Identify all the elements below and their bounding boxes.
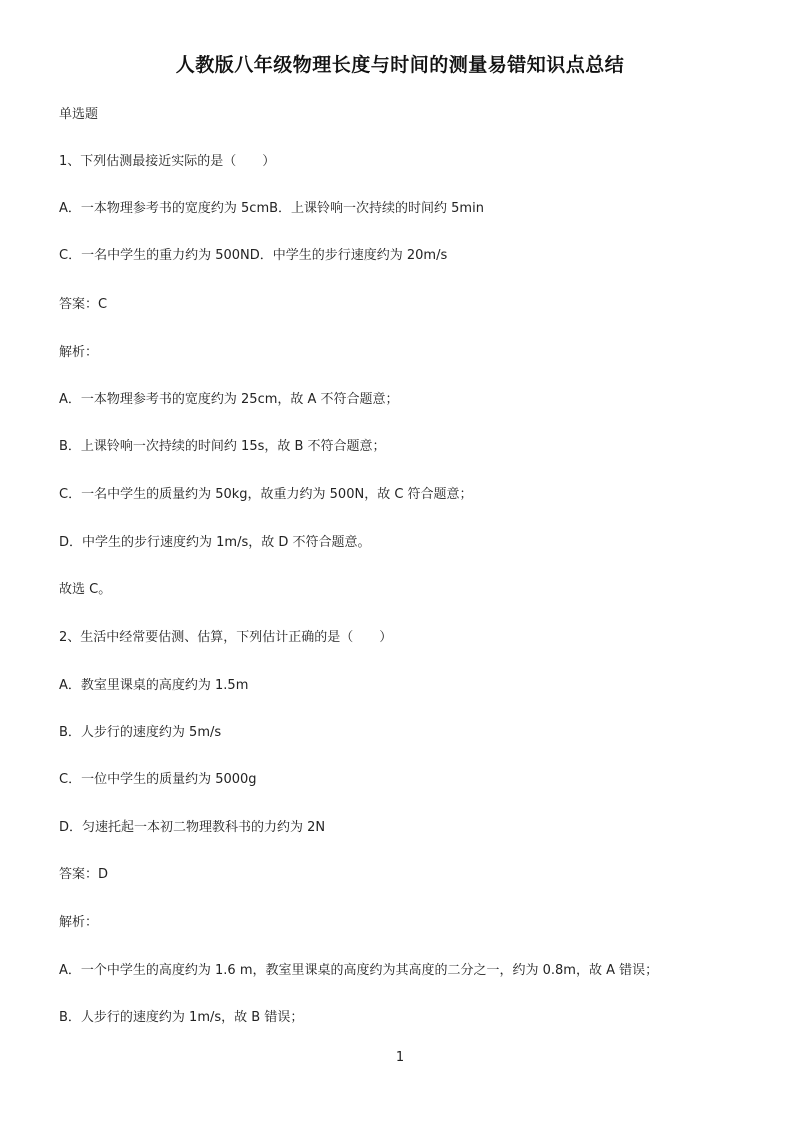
page-number: 1 bbox=[395, 1050, 405, 1065]
question-2-analysis-b: B．人步行的速度约为 1m/s，故 B 错误； bbox=[59, 1010, 304, 1025]
question-1-conclusion: 故选 C。 bbox=[59, 582, 112, 597]
question-2-analysis-label: 解析： bbox=[59, 915, 99, 930]
question-1-analysis-a: A．一本物理参考书的宽度约为 25cm，故 A 不符合题意； bbox=[59, 392, 399, 407]
question-1-analysis-d: D．中学生的步行速度约为 1m/s，故 D 不符合题意。 bbox=[59, 535, 371, 550]
question-2-stem: 2、生活中经常要估测、估算，下列估计正确的是（ ） bbox=[59, 630, 393, 645]
question-1-analysis-label: 解析： bbox=[59, 345, 99, 360]
question-2-analysis-a: A．一个中学生的高度约为 1.6 m，教室里课桌的高度约为其高度的二分之一，约为 0.8m，故 A 错误； bbox=[59, 963, 659, 978]
document-title: 人教版八年级物理长度与时间的测量易错知识点总结 bbox=[175, 54, 625, 76]
question-2-option-c: C．一位中学生的质量约为 5000g bbox=[59, 772, 257, 787]
question-1-analysis-c: C．一名中学生的质量约为 50kg，故重力约为 500N，故 C 符合题意； bbox=[59, 487, 473, 502]
question-2-option-a: A．教室里课桌的高度约为 1.5m bbox=[59, 678, 249, 693]
question-1-analysis-b: B．上课铃响一次持续的时间约 15s，故 B 不符合题意； bbox=[59, 439, 386, 454]
question-2-option-d: D．匀速托起一本初二物理教科书的力约为 2N bbox=[59, 820, 326, 835]
question-1-answer: 答案：C bbox=[59, 297, 108, 312]
question-1-stem: 1、下列估测最接近实际的是（ ） bbox=[59, 154, 276, 169]
section-label: 单选题 bbox=[59, 107, 99, 122]
question-1-options-cd: C．一名中学生的重力约为 500ND．中学生的步行速度约为 20m/s bbox=[59, 248, 448, 263]
question-1-options-ab: A．一本物理参考书的宽度约为 5cmB．上课铃响一次持续的时间约 5min bbox=[59, 201, 484, 216]
question-2-option-b: B．人步行的速度约为 5m/s bbox=[59, 725, 222, 740]
question-2-answer: 答案：D bbox=[59, 867, 109, 882]
